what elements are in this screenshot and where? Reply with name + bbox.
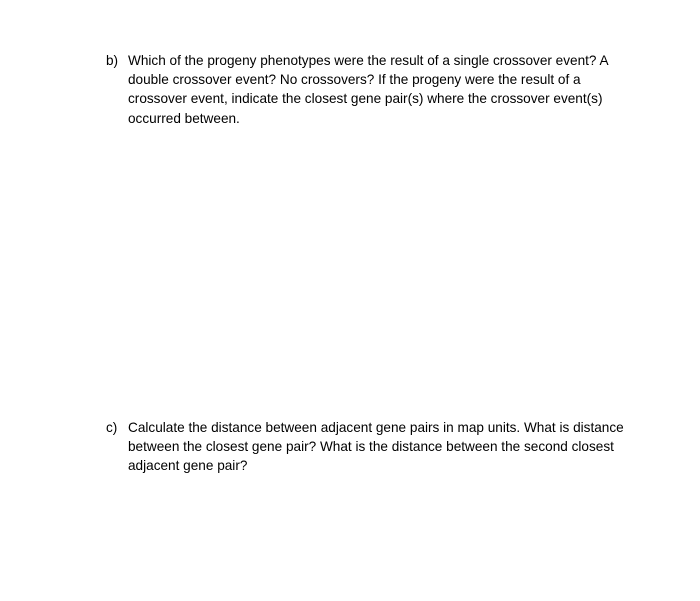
- question-text-line: between the closest gene pair? What is the distance between the second closest: [128, 439, 614, 455]
- question-text-line: adjacent gene pair?: [128, 458, 248, 474]
- question-c: [106, 418, 646, 476]
- question-text-line: crossover event, indicate the closest gene pair(s) where the crossover event(s): [128, 91, 603, 107]
- question-text-line: occurred between.: [128, 110, 240, 126]
- question-text-line: Which of the progeny phenotypes were the result of a single crossover event? A: [128, 53, 609, 68]
- question-label: c): [106, 420, 118, 435]
- question-text-line: Calculate the distance between adjacent gene pairs in map units. What is distance: [128, 420, 624, 435]
- question-b: [106, 51, 646, 128]
- question-text-line: double crossover event? No crossovers? If the progeny were the result of a: [128, 72, 581, 88]
- question-label: b): [106, 53, 119, 68]
